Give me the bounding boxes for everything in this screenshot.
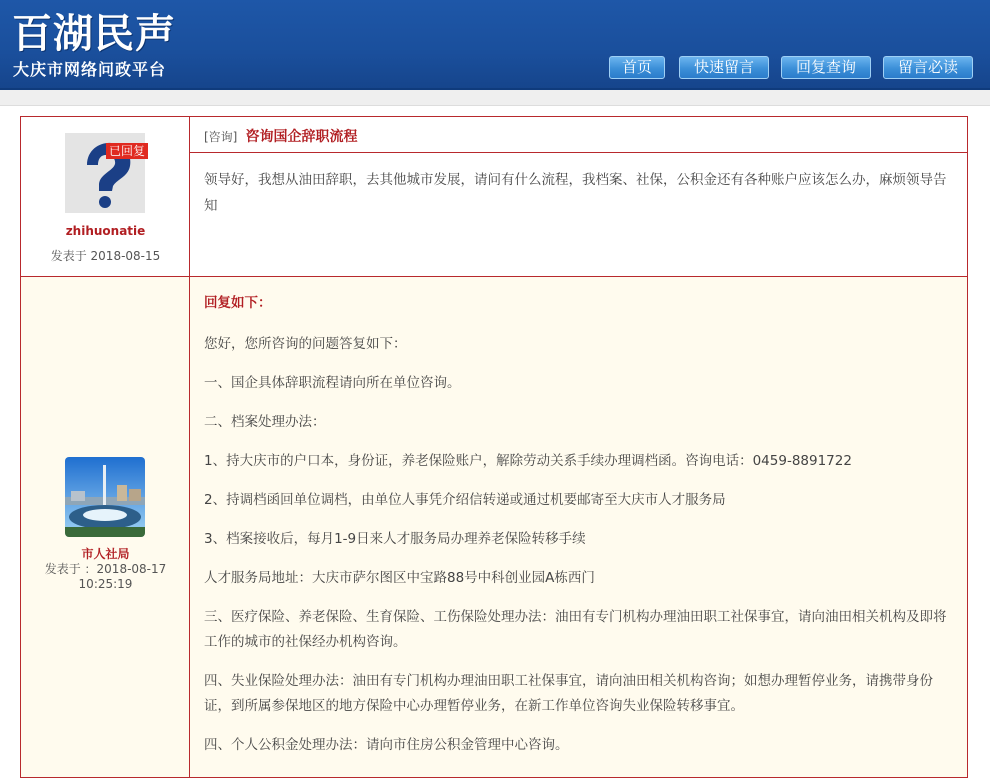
answer-paragraph: 人才服务局地址：大庆市萨尔图区中宝路88号中科创业园A栋西门 bbox=[204, 570, 595, 586]
question-body: 领导好，我想从油田辞职，去其他城市发展，请问有什么流程，我档案、社保，公积金还有各种账户应该怎么办，麻烦领导告知 bbox=[204, 172, 947, 214]
answer-main bbox=[190, 277, 967, 777]
answer-paragraph: 三、医疗保险、养老保险、生育保险、工伤保险处理办法：油田有专门机构办理油田职工社保事宜，请向油田相关机构及即将工作的城市的社保经办机构咨询。 bbox=[204, 609, 947, 650]
nav-home-button[interactable]: 首页 bbox=[609, 56, 665, 79]
question-main bbox=[190, 117, 967, 276]
question-category: [咨询] bbox=[204, 130, 238, 144]
answer-paragraph: 1、持大庆市的户口本，身份证，养老保险账户，解除劳动关系手续办理调档函。咨询电话：0459-8891722 bbox=[204, 453, 852, 469]
question-avatar bbox=[65, 133, 145, 213]
answer-paragraph: 2、持调档函回单位调档，由单位人事凭介绍信转递或通过机要邮寄至大庆市人才服务局 bbox=[204, 492, 726, 508]
nav-reply-query-button[interactable]: 回复查询 bbox=[781, 56, 871, 79]
reply-heading: 回复如下： bbox=[204, 295, 272, 311]
replied-badge: 已回复 bbox=[106, 143, 148, 159]
answer-row bbox=[21, 277, 967, 777]
answer-author-column bbox=[21, 277, 190, 777]
answer-paragraph: 3、档案接收后，每月1-9日来人才服务局办理养老保险转移手续 bbox=[204, 531, 586, 547]
question-title-bar bbox=[190, 117, 967, 153]
content-area bbox=[0, 105, 990, 782]
answer-paragraph: 四、失业保险处理办法：油田有专门机构办理油田职工社保事宜，请向油田相关机构咨询；如想办理暂停业务，请携带身份证，到所属参保地区的地方保险中心办理暂停业务，在新工作单位咨询失业保险转移事宜。 bbox=[204, 673, 933, 714]
answer-posted-datetime bbox=[21, 562, 190, 592]
site-header bbox=[0, 0, 990, 90]
answer-paragraph: 一、国企具体辞职流程请向所在单位咨询。 bbox=[204, 375, 461, 391]
site-logo-title[interactable]: 百湖民声 bbox=[12, 11, 176, 57]
answer-org-name: 市人社局 bbox=[81, 547, 130, 561]
question-posted-date: 发表于 2018-08-15 bbox=[50, 249, 161, 263]
answer-paragraph: 四、个人公积金处理办法：请向市住房公积金管理中心咨询。 bbox=[204, 737, 569, 753]
nav-message-guide-button[interactable]: 留言必读 bbox=[883, 56, 973, 79]
thread-panel bbox=[20, 116, 968, 778]
answer-posted-time: 10:25:19 bbox=[78, 577, 133, 591]
nav-quick-message-button[interactable]: 快速留言 bbox=[679, 56, 769, 79]
question-username[interactable]: zhihuonatie bbox=[65, 224, 146, 238]
answer-posted-date: 发表于 ：2018-08-17 bbox=[44, 562, 167, 576]
answer-paragraph: 您好，您所咨询的问题答复如下： bbox=[204, 336, 407, 352]
city-square-image-icon bbox=[65, 457, 145, 537]
org-avatar bbox=[65, 457, 145, 537]
answer-paragraph: 二、档案处理办法： bbox=[204, 414, 326, 430]
question-row bbox=[21, 117, 967, 277]
question-title: 咨询国企辞职流程 bbox=[245, 129, 358, 145]
site-logo-subtitle: 大庆市网络问政平台 bbox=[13, 60, 167, 79]
question-author-column bbox=[21, 117, 190, 276]
